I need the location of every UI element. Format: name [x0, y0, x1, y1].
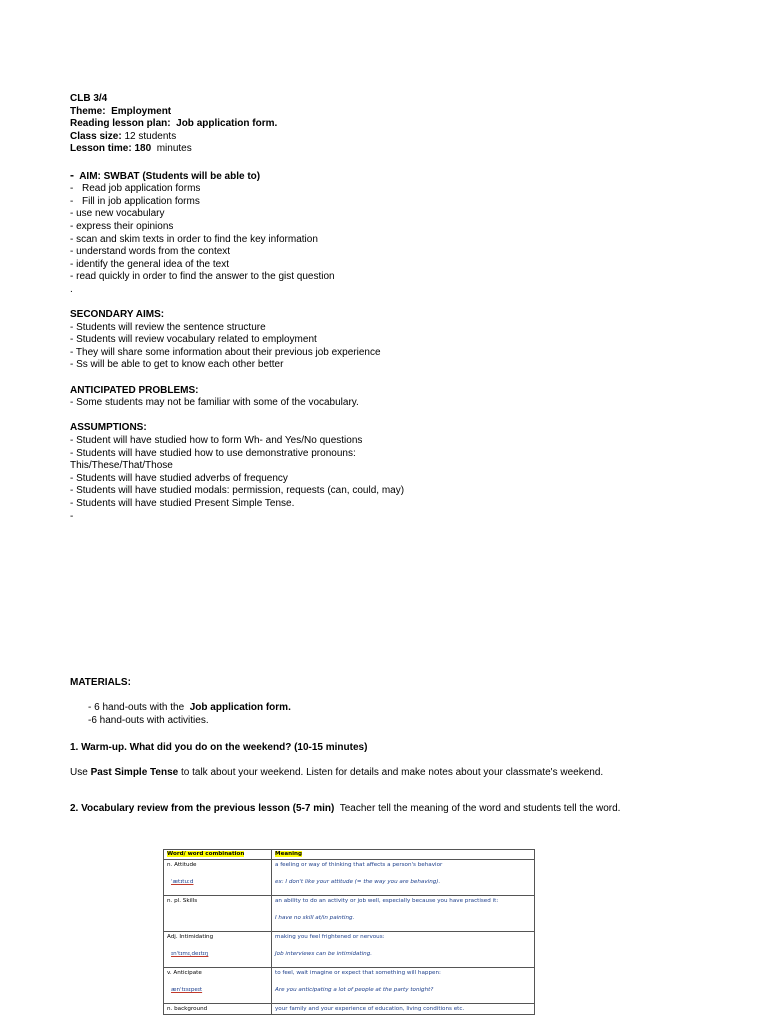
column-header: Word/ word combination: [164, 850, 272, 860]
table-row: [164, 968, 535, 1004]
warmup-heading: 1. Warm-up. What did you do on the weekend? (10-15 minutes): [70, 742, 368, 753]
aim-item: - identify the general idea of the text: [70, 258, 229, 270]
word-cell: Adj. Intimidating: [167, 934, 214, 940]
secondary-aim-item: - Students will review vocabulary related to employment: [70, 334, 317, 346]
column-header: Meaning: [272, 850, 535, 860]
lesson-plan-header: [70, 93, 710, 523]
secondary-aim-item: - Ss will be able to get to know each other better: [70, 359, 284, 371]
secondary-aim-item: - Students will review the sentence structure: [70, 321, 266, 333]
aim-item: - understand words from the context: [70, 246, 231, 258]
materials-section: [70, 677, 710, 728]
assumption-item: - Students will have studied modals: permission, requests (can, could, may): [70, 485, 405, 497]
example-cell: Job interviews can be intimidating.: [275, 951, 373, 957]
table-header-row: [164, 850, 535, 860]
example-cell: ex: I don't like your attitude (= the way you are behaving).: [275, 879, 441, 885]
aim-item: - scan and skim texts in order to find the key information: [70, 233, 318, 245]
table-row: [164, 860, 535, 896]
vocab-table: [163, 849, 535, 1015]
aim-item: - Fill in job application forms: [70, 195, 200, 207]
word-cell: n. pl. Skills: [167, 898, 198, 904]
word-cell: v. Anticipate: [167, 970, 202, 976]
phonetic: ɪnˈtɪmɪˌdeɪtɪŋ: [171, 951, 209, 957]
problem-item: - Some students may not be familiar with some of the vocabulary.: [70, 397, 359, 409]
materials-heading: MATERIALS:: [70, 677, 131, 688]
meaning-cell: your family and your experience of education, living conditions etc.: [275, 1006, 465, 1012]
anticipated-problems-heading: ANTICIPATED PROBLEMS:: [70, 384, 199, 396]
aim-item: - express their opinions: [70, 220, 174, 232]
assumptions-heading: ASSUMPTIONS:: [70, 422, 147, 434]
meaning-cell: an ability to do an activity or job well, especially because you have practised it:: [275, 898, 499, 904]
level: CLB 3/4: [70, 93, 108, 104]
word-cell: n. background: [167, 1006, 208, 1012]
secondary-aims-heading: SECONDARY AIMS:: [70, 309, 165, 321]
assumption-item: - Students will have studied Present Simple Tense.: [70, 498, 295, 509]
materials-item: - 6 hand-outs with the Job application form.: [88, 702, 291, 714]
warmup-text: Use Past Simple Tense to talk about your weekend. Listen for details and make notes about your classmate's weekend.: [70, 767, 604, 778]
table-row: [164, 932, 535, 968]
phonetic: ˈætɪtuːd: [171, 879, 194, 885]
table-row: [164, 896, 535, 932]
vocab-review-line: 2. Vocabulary review from the previous lesson (5-7 min) Teacher tell the meaning of the word and students tell the word.: [70, 803, 621, 814]
aim-heading: - AIM: SWBAT (Students will be able to): [70, 167, 261, 182]
word-cell: n. Attitude: [167, 862, 197, 868]
meaning-cell: to feel, wait imagine or expect that something will happen:: [275, 970, 441, 976]
class-size-line: Class size: 12 students: [70, 130, 177, 142]
meaning-cell: making you feel frightened or nervous:: [275, 934, 385, 940]
example-cell: Are you anticipating a lot of people at the party tonight?: [275, 987, 434, 993]
assumption-item: - Students will have studied adverbs of frequency: [70, 472, 288, 484]
aim-item: - read quickly in order to find the answer to the gist question: [70, 271, 335, 283]
assumption-item: - Students will have studied how to use demonstrative pronouns:: [70, 447, 356, 459]
aim-item: - use new vocabulary: [70, 208, 165, 220]
table-row: [164, 1004, 535, 1015]
assumption-item: -: [70, 510, 74, 522]
phonetic: ænˈtɪsɪpeɪt: [171, 987, 203, 993]
example-cell: I have no skill at/in painting.: [275, 915, 355, 921]
lesson-time-line: Lesson time: 180 minutes: [70, 143, 192, 155]
aim-item: - Read job application forms: [70, 183, 201, 195]
aim-item: .: [70, 283, 73, 295]
materials-item: -6 hand-outs with activities.: [88, 715, 209, 727]
assumption-item: - Student will have studied how to form Wh- and Yes/No questions: [70, 435, 363, 447]
assumption-item: This/These/That/Those: [70, 460, 173, 472]
meaning-cell: a feeling or way of thinking that affects a person's behavior: [275, 862, 443, 868]
secondary-aim-item: - They will share some information about their previous job experience: [70, 346, 381, 358]
plan-line: Reading lesson plan: Job application form.: [70, 118, 278, 130]
theme-line: Theme: Employment: [70, 105, 172, 117]
